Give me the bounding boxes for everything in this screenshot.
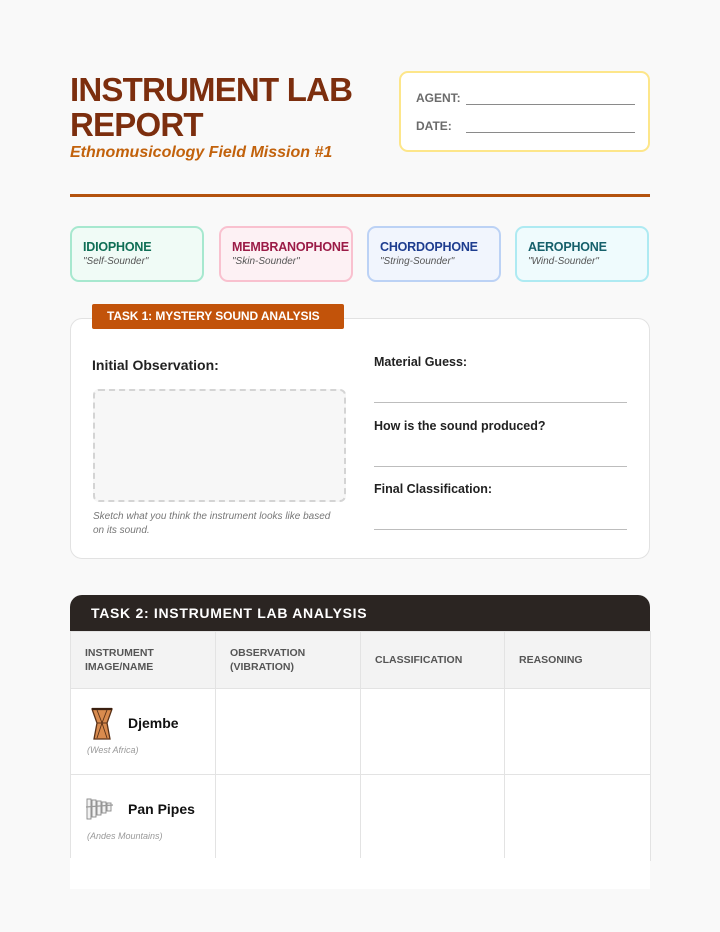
observation-label: Initial Observation: (92, 357, 219, 373)
category-name: MEMBRANOPHONE (232, 240, 349, 254)
reasoning-cell[interactable] (505, 775, 651, 861)
column-header: CLASSIFICATION (361, 632, 505, 689)
page-title: INSTRUMENT LAB REPORT (70, 71, 353, 143)
column-header: REASONING (505, 632, 651, 689)
instrument-region: (West Africa) (87, 745, 139, 755)
column-header: OBSERVATION (VIBRATION) (216, 632, 361, 689)
category-desc: "Wind-Sounder" (528, 256, 599, 267)
pan-pipes-icon (85, 795, 117, 823)
category-membranophone (219, 226, 353, 282)
instrument-cell (71, 775, 216, 861)
question-sound-production: How is the sound produced? (374, 419, 546, 433)
category-name: CHORDOPHONE (380, 240, 478, 254)
task2-header: TASK 2: INSTRUMENT LAB ANALYSIS (70, 595, 650, 631)
question-classification: Final Classification: (374, 482, 493, 496)
category-name: IDIOPHONE (83, 240, 152, 254)
column-header: INSTRUMENT IMAGE/NAME (71, 632, 216, 689)
instrument-name: Pan Pipes (128, 801, 195, 817)
classification-cell[interactable] (361, 775, 505, 861)
date-label: DATE: (416, 119, 452, 133)
agent-field[interactable] (466, 91, 635, 105)
date-field[interactable] (466, 119, 635, 133)
instrument-region: (Andes Mountains) (87, 831, 163, 841)
agent-info-box (399, 71, 650, 152)
sketch-note: Sketch what you think the instrument looks like based on its sound. (93, 511, 331, 536)
category-chordophone (367, 226, 501, 282)
djembe-icon (89, 707, 115, 741)
question-material: Material Guess: (374, 355, 468, 369)
instrument-cell (71, 689, 216, 775)
table-header-row (71, 632, 651, 689)
date-row (416, 119, 635, 133)
category-idiophone (70, 226, 204, 282)
table-footer-band (70, 858, 650, 889)
category-aerophone (515, 226, 649, 282)
page-subtitle: Ethnomusicology Field Mission #1 (70, 144, 333, 161)
classification-cell[interactable] (361, 689, 505, 775)
task2-table (70, 631, 651, 861)
category-desc: "Self-Sounder" (83, 256, 149, 267)
answer-line-sound-production[interactable] (374, 466, 627, 467)
sketch-area[interactable] (93, 389, 346, 502)
table-row (71, 775, 651, 861)
observation-cell[interactable] (216, 775, 361, 861)
observation-cell[interactable] (216, 689, 361, 775)
category-desc: "String-Sounder" (380, 256, 455, 267)
reasoning-cell[interactable] (505, 689, 651, 775)
instrument-name: Djembe (128, 715, 179, 731)
answer-line-material[interactable] (374, 402, 627, 403)
category-desc: "Skin-Sounder" (232, 256, 300, 267)
agent-label: AGENT: (416, 91, 461, 105)
table-row (71, 689, 651, 775)
header-divider (70, 194, 650, 197)
agent-row (416, 91, 635, 105)
category-name: AEROPHONE (528, 240, 607, 254)
task1-badge: TASK 1: MYSTERY SOUND ANALYSIS (92, 304, 344, 329)
answer-line-classification[interactable] (374, 529, 627, 530)
